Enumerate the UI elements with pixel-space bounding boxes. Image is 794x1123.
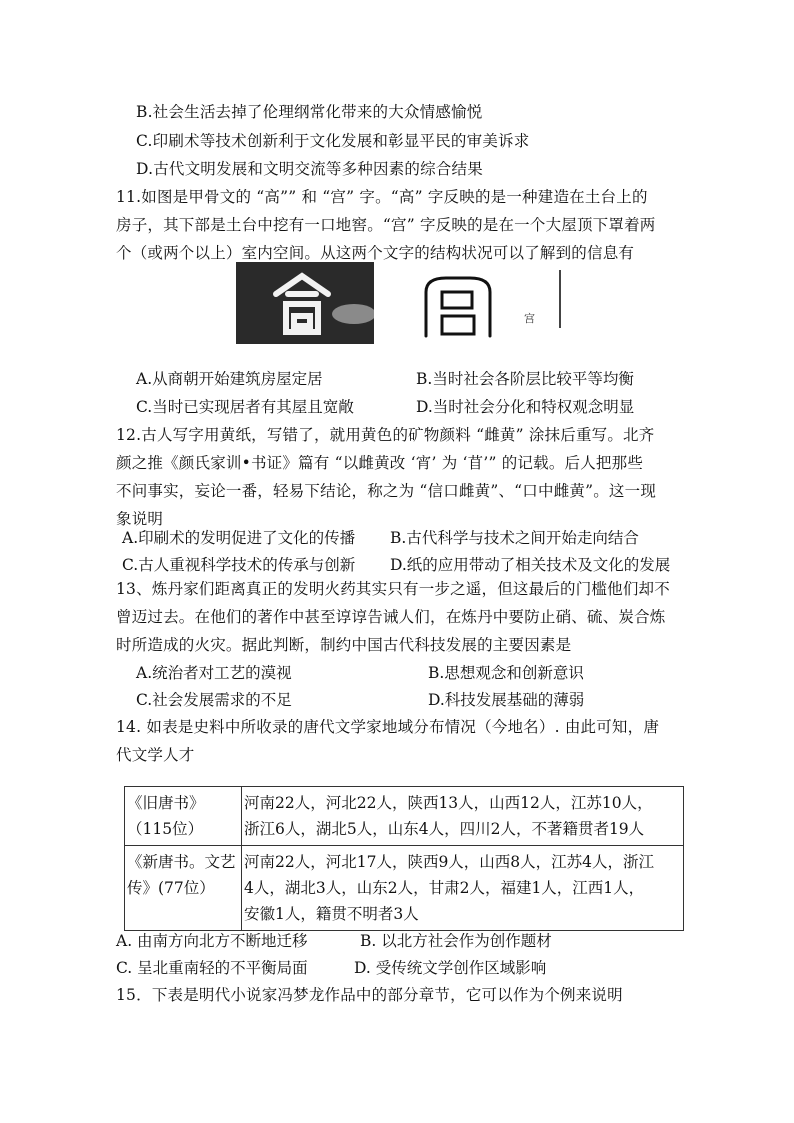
source-title: 《新唐书。文艺 [127,853,236,871]
q11-option-c: C.当时已实现居者有其屋且宽敞 [136,398,354,416]
q10-option-c: C.印刷术等技术创新利于文化发展和彰显平民的审美诉求 [136,132,530,150]
q12-stem-line-1: 12.古人写字用黄纸，写错了，就用黄色的矿物颜料 “雌黄” 涂抹后重写。北齐 [116,426,655,444]
content-line: 浙江6人，湖北5人，山东4人，四川2人，不著籍贯者19人 [244,820,645,838]
oracle-gong-character-image [406,262,566,344]
q11-option-a: A.从商朝开始建筑房屋定居 [136,370,323,388]
q14-stem-line-2: 代文学人才 [116,746,195,764]
q12-option-b: B.古代科学与技术之间开始走向结合 [390,529,639,547]
q11-stem-line-3: 个（或两个以上）室内空间。从这两个文字的结构状况可以了解到的信息有 [116,244,635,262]
tang-writers-distribution-table [124,786,684,931]
q11-stem-line-1: 11.如图是甲骨文的 “高”” 和 “宫” 字。“高” 字反映的是一种建造在土台上的 [116,188,648,206]
q13-option-d: D.科技发展基础的薄弱 [428,691,585,709]
q13-option-b: B.思想观念和创新意识 [428,664,584,682]
q12-stem-line-4: 象说明 [116,510,164,528]
q11-stem-line-2: 房子，其下部是土台中挖有一口地窖。“宫” 字反映的是在一个大屋顶下罩着两 [116,216,656,234]
table-cell-content [242,846,684,931]
source-title: 《旧唐书》 [127,794,205,812]
content-line: 河南22人，河北22人，陕西13人，山西12人，江苏10人， [244,794,653,812]
q14-stem-line-1: 14. 如表是史料中所收录的唐代文学家地域分布情况（今地名）. 由此可知，唐 [116,718,660,736]
content-line: 安徽1人，籍贯不明者3人 [244,905,419,923]
q12-stem-line-2: 颜之推《颜氏家训•书证》篇有 “以雌黄改 ‘宵’ 为 ‘苜’” 的记载。后人把那些 [116,454,644,472]
q14-option-c: C. 呈北重南轻的不平衡局面 [116,959,308,977]
oracle-bone-figure [236,262,566,344]
source-count: 传》(77位） [127,879,215,897]
q13-stem-line-2: 曾迈过去。在他们的著作中甚至谆谆告诫人们，在炼丹中要防止硝、硫、炭合炼 [116,608,666,626]
q15-stem-line-1: 15．下表是明代小说家冯梦龙作品中的部分章节，它可以作为个例来说明 [116,986,623,1004]
q11-option-d: D.当时社会分化和特权观念明显 [416,398,635,416]
q13-option-c: C.社会发展需求的不足 [136,691,292,709]
oracle-gong-small-label: 宫 [524,312,535,325]
q12-option-d: D.纸的应用带动了相关技术及文化的发展 [390,556,671,574]
q14-option-a: A. 由南方向北方不断地迁移 [116,932,308,950]
q11-option-b: B.当时社会各阶层比较平等均衡 [416,370,634,388]
q10-option-d: D.古代文明发展和文明交流等多种因素的综合结果 [136,160,483,178]
q13-option-a: A.统治者对工艺的漠视 [136,664,292,682]
q12-stem-line-3: 不问事实，妄论一番，轻易下结论，称之为 “信口雌黄”、“口中雌黄”。这一现 [116,482,657,500]
content-line: 河南22人，河北17人，陕西9人，山西8人，江苏4人，浙江 [244,853,655,871]
q13-stem-line-3: 时所造成的火灾。据此判断，制约中国古代科技发展的主要因素是 [116,636,572,654]
q13-stem-line-1: 13、炼丹家们距离真正的发明火药其实只有一步之遥，但这最后的门槛他们却不 [116,580,670,598]
table-cell-source [125,846,242,931]
table-cell-content [242,787,684,846]
q14-option-b: B. 以北方社会作为创作题材 [360,932,552,950]
table-row [125,787,684,846]
q12-option-a: A.印刷术的发明促进了文化的传播 [122,529,356,547]
content-line: 4人，湖北3人，山东2人，甘肃2人，福建1人，江西1人， [244,879,645,897]
q12-option-c: C.古人重视科学技术的传承与创新 [122,556,356,574]
q10-option-b: B.社会生活去掉了伦理纲常化带来的大众情感愉悦 [136,103,483,121]
table-cell-source [125,787,242,846]
source-count: （115位） [127,820,204,838]
oracle-gao-character-image [236,262,374,344]
q14-option-d: D. 受传统文学创作区域影响 [354,959,547,977]
table-row [125,846,684,931]
